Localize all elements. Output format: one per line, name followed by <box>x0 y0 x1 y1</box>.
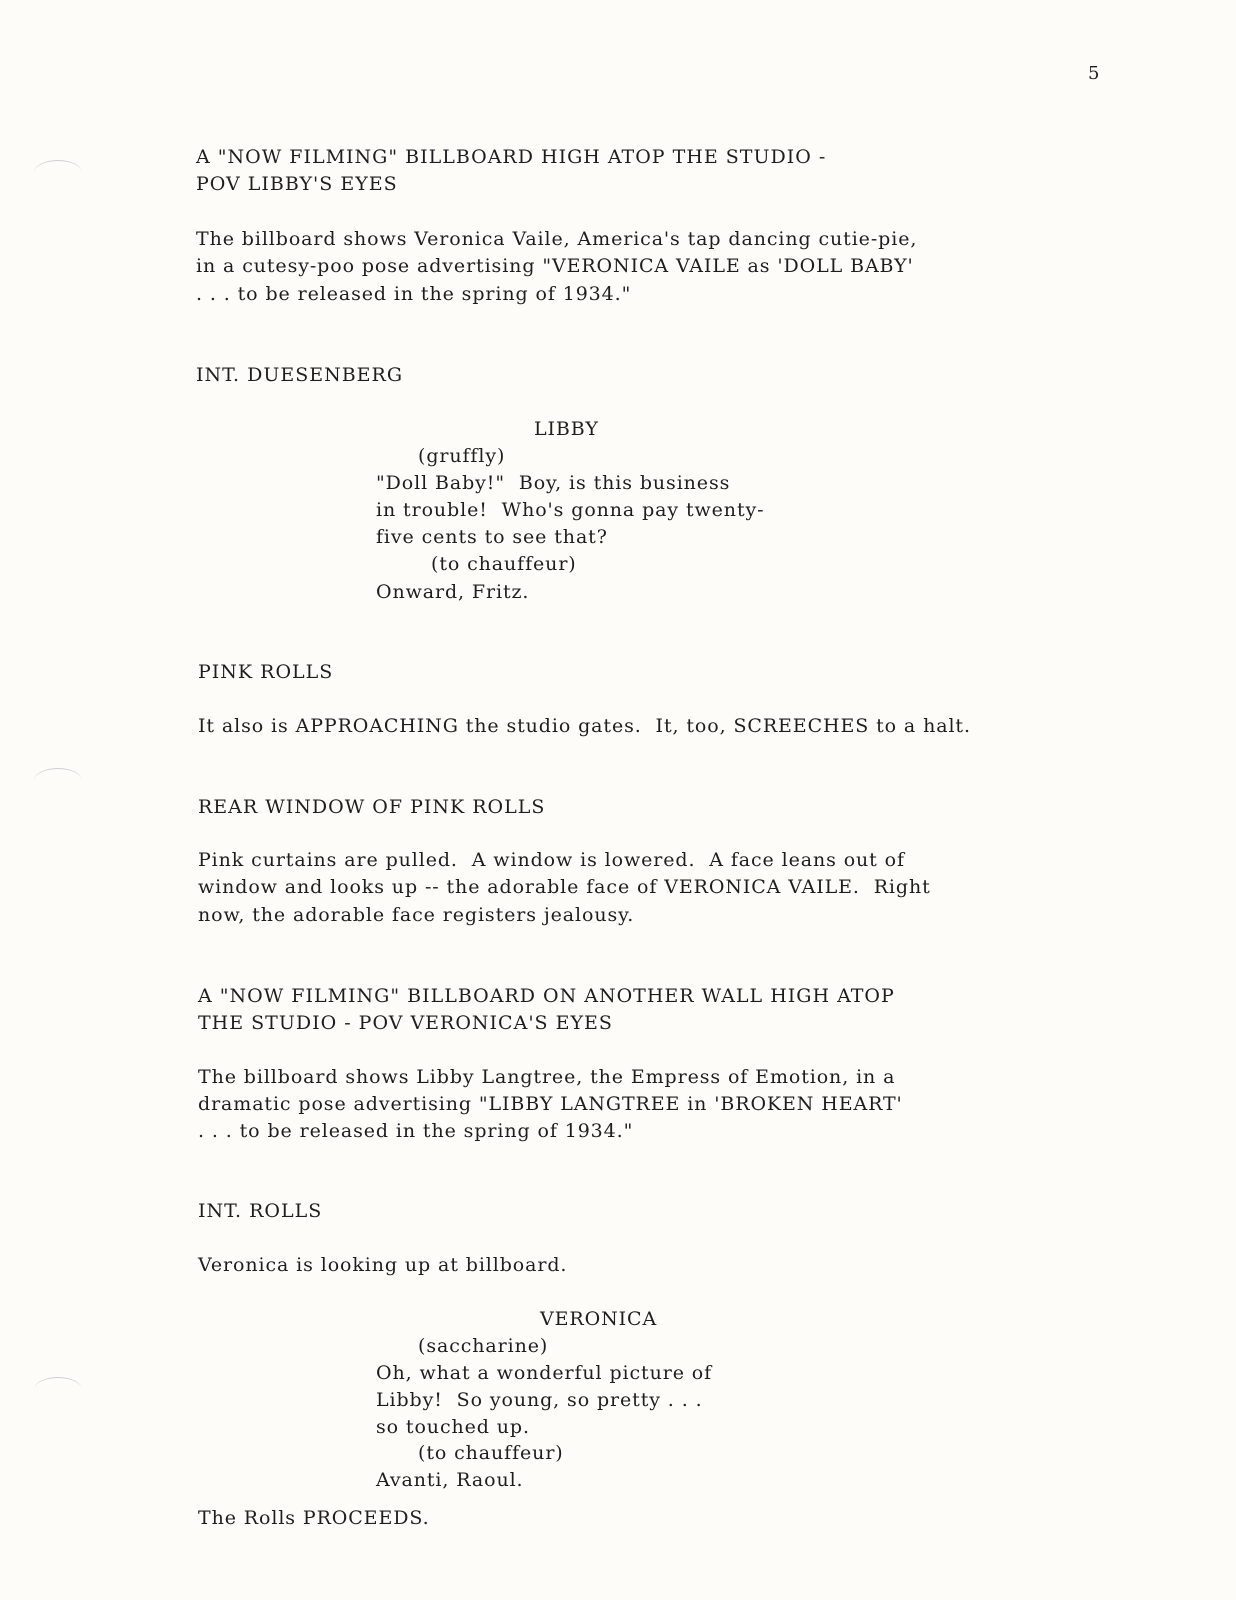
parenthetical: (to chauffeur) <box>418 1442 564 1464</box>
character-name: VERONICA <box>540 1308 658 1330</box>
character-name: LIBBY <box>534 418 599 440</box>
scene-heading: A "NOW FILMING" BILLBOARD HIGH ATOP THE STUDIO - <box>196 146 827 168</box>
punch-hole-bottom <box>34 1377 82 1402</box>
scene-heading: REAR WINDOW OF PINK ROLLS <box>198 796 546 818</box>
action-line: Veronica is looking up at billboard. <box>198 1254 568 1276</box>
action-line: dramatic pose advertising "LIBBY LANGTREE in 'BROKEN HEART' <box>198 1093 903 1115</box>
scene-heading: INT. DUESENBERG <box>196 364 404 386</box>
action-line: in a cutesy-poo pose advertising "VERONICA VAILE as 'DOLL BABY' <box>196 255 914 277</box>
punch-hole-top <box>34 160 82 185</box>
dialogue-line: in trouble! Who's gonna pay twenty- <box>376 499 765 521</box>
dialogue-line: Avanti, Raoul. <box>376 1469 524 1491</box>
parenthetical: (to chauffeur) <box>431 553 577 575</box>
parenthetical: (gruffly) <box>418 445 506 467</box>
dialogue-line: Onward, Fritz. <box>376 581 530 603</box>
parenthetical: (saccharine) <box>418 1335 549 1357</box>
punch-hole-middle <box>34 768 82 793</box>
action-line: The Rolls PROCEEDS. <box>198 1507 430 1529</box>
action-line: . . . to be released in the spring of 1934." <box>196 283 632 305</box>
dialogue-line: Libby! So young, so pretty . . . <box>376 1389 703 1411</box>
action-line: . . . to be released in the spring of 1934." <box>198 1120 634 1142</box>
page-number: 5 <box>1088 63 1100 84</box>
scene-heading: INT. ROLLS <box>198 1200 323 1222</box>
dialogue-line: five cents to see that? <box>376 526 608 548</box>
scene-heading: PINK ROLLS <box>198 661 334 683</box>
dialogue-line: "Doll Baby!" Boy, is this business <box>376 472 731 494</box>
action-line: The billboard shows Veronica Vaile, America's tap dancing cutie-pie, <box>196 228 918 250</box>
action-line: The billboard shows Libby Langtree, the Empress of Emotion, in a <box>198 1066 896 1088</box>
action-line: Pink curtains are pulled. A window is lowered. A face leans out of <box>198 849 905 871</box>
dialogue-line: Oh, what a wonderful picture of <box>376 1362 713 1384</box>
action-line: window and looks up -- the adorable face of VERONICA VAILE. Right <box>198 876 931 898</box>
scene-heading: POV LIBBY'S EYES <box>196 173 398 195</box>
dialogue-line: so touched up. <box>376 1416 530 1438</box>
action-line: now, the adorable face registers jealousy. <box>198 904 635 926</box>
scene-heading: A "NOW FILMING" BILLBOARD ON ANOTHER WALL HIGH ATOP <box>198 985 895 1007</box>
scene-heading: THE STUDIO - POV VERONICA'S EYES <box>198 1012 613 1034</box>
action-line: It also is APPROACHING the studio gates. It, too, SCREECHES to a halt. <box>198 715 971 737</box>
